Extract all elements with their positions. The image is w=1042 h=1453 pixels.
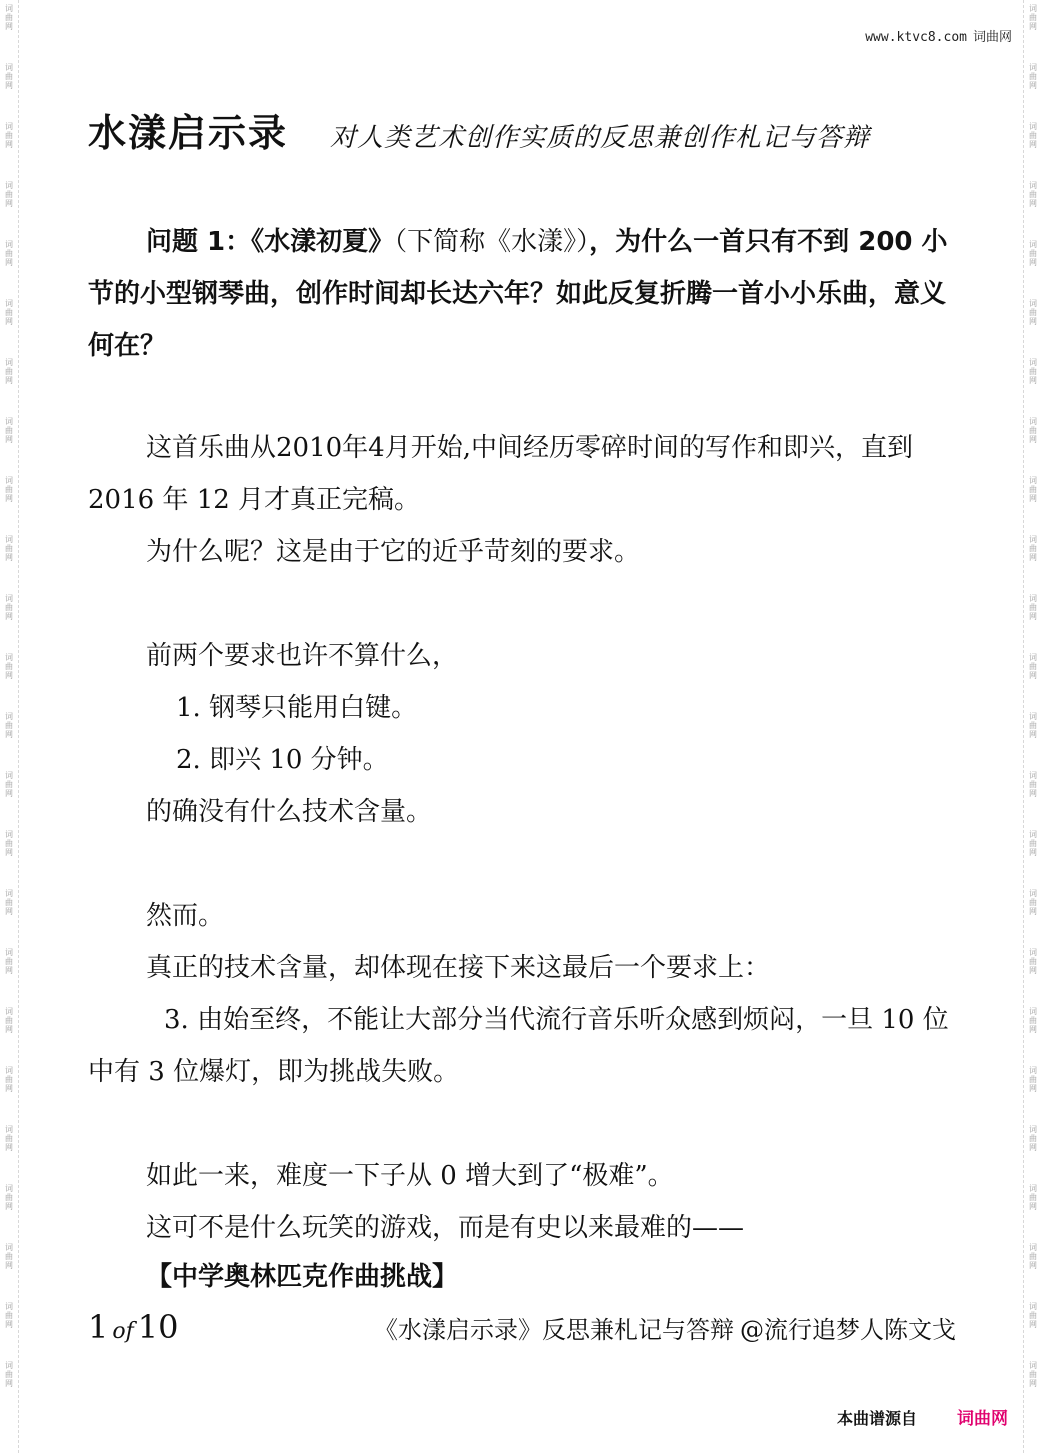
page-current: 1	[88, 1308, 109, 1346]
document-body	[88, 216, 968, 1300]
watermark-mark: 词曲网	[1029, 1125, 1037, 1152]
paragraph-1: 这首乐曲从2010年4月开始,中间经历零碎时间的写作和即兴，直到 2016 年 12 月才真正完稿。	[88, 433, 913, 515]
requirement-3: 3. 由始至终，不能让大部分当代流行音乐听众感到烦闷，一旦 10 位中有 3 位爆灯，即为挑战失败。	[88, 1005, 949, 1087]
left-watermark-strip	[0, 0, 19, 1453]
watermark-mark: 词曲网	[5, 1066, 13, 1093]
footer-doc-title: 《水漾启示录》反思兼札记与答辩	[374, 1316, 734, 1344]
paragraph-8: 这可不是什么玩笑的游戏，而是有史以来最难的——	[146, 1213, 745, 1243]
paragraph-4: 的确没有什么技术含量。	[146, 797, 433, 827]
watermark-mark: 词曲网	[1029, 476, 1037, 503]
watermark-mark: 词曲网	[1029, 240, 1037, 267]
watermark-mark: 词曲网	[1029, 181, 1037, 208]
watermark-mark: 词曲网	[5, 535, 13, 562]
paragraph-6: 真正的技术含量，却体现在接下来这最后一个要求上：	[146, 953, 771, 983]
watermark-mark: 词曲网	[1029, 1361, 1037, 1388]
spacer	[88, 372, 968, 422]
watermark-mark: 词曲网	[1029, 712, 1037, 739]
watermark-mark: 词曲网	[1029, 830, 1037, 857]
watermark-mark: 词曲网	[5, 4, 13, 31]
watermark-mark: 词曲网	[1029, 535, 1037, 562]
watermark-mark: 词曲网	[5, 240, 13, 267]
paragraph-2: 为什么呢？这是由于它的近乎苛刻的要求。	[146, 537, 641, 567]
document-subtitle: 对人类艺术创作实质的反思兼创作札记与答辩	[330, 123, 871, 153]
watermark-url	[865, 26, 1012, 45]
document-header	[88, 102, 962, 157]
spacer	[88, 838, 968, 890]
watermark-site-name: 词曲网	[972, 30, 1012, 45]
watermark-mark: 词曲网	[5, 771, 13, 798]
watermark-mark: 词曲网	[5, 299, 13, 326]
watermark-mark: 词曲网	[5, 1184, 13, 1211]
page-total: 10	[137, 1308, 179, 1346]
spacer	[88, 578, 968, 630]
watermark-mark: 词曲网	[1029, 299, 1037, 326]
question-label: 问题 1：《水漾初夏》	[146, 227, 395, 257]
source-credit	[837, 1404, 1008, 1429]
watermark-mark: 词曲网	[5, 594, 13, 621]
spacer	[88, 1098, 968, 1150]
watermark-mark: 词曲网	[1029, 948, 1037, 975]
watermark-mark: 词曲网	[1029, 417, 1037, 444]
watermark-mark: 词曲网	[1029, 4, 1037, 31]
page-of: of	[112, 1319, 134, 1344]
footer-author: @流行追梦人陈文戈	[740, 1316, 956, 1344]
watermark-mark: 词曲网	[5, 1302, 13, 1329]
question-1	[88, 216, 968, 372]
watermark-mark: 词曲网	[5, 476, 13, 503]
watermark-mark: 词曲网	[5, 417, 13, 444]
watermark-mark: 词曲网	[5, 122, 13, 149]
watermark-mark: 词曲网	[1029, 889, 1037, 916]
watermark-mark: 词曲网	[5, 1125, 13, 1152]
watermark-mark: 词曲网	[5, 830, 13, 857]
watermark-url-text: www.ktvc8.com	[865, 30, 967, 45]
paragraph-7: 如此一来，难度一下子从 0 增大到了“极难”。	[146, 1161, 674, 1191]
paragraph-5: 然而。	[146, 901, 225, 931]
watermark-mark: 词曲网	[1029, 594, 1037, 621]
watermark-mark: 词曲网	[1029, 1302, 1037, 1329]
watermark-mark: 词曲网	[1029, 1007, 1037, 1034]
watermark-mark: 词曲网	[1029, 358, 1037, 385]
page-number	[88, 1308, 178, 1346]
watermark-mark: 词曲网	[1029, 1243, 1037, 1270]
requirement-1: 1. 钢琴只能用白键。	[176, 693, 418, 723]
question-text: ，为什么一首只有不到 200 小节的小型钢琴曲，创作时间却长达六年？如此反复折腾一首小小乐曲，意义何在？	[88, 227, 948, 361]
watermark-mark: 词曲网	[1029, 63, 1037, 90]
watermark-mark: 词曲网	[1029, 1184, 1037, 1211]
paragraph-3: 前两个要求也许不算什么，	[146, 641, 459, 671]
watermark-mark: 词曲网	[5, 1361, 13, 1388]
source-brand: 词曲网	[957, 1409, 1008, 1429]
page-footer	[88, 1308, 956, 1346]
watermark-mark: 词曲网	[1029, 122, 1037, 149]
watermark-mark: 词曲网	[5, 889, 13, 916]
document-title: 水漾启示录	[88, 111, 289, 155]
requirement-2: 2. 即兴 10 分钟。	[176, 745, 389, 775]
footer-doc-info	[374, 1310, 956, 1345]
right-watermark-strip	[1023, 0, 1042, 1453]
watermark-mark: 词曲网	[5, 358, 13, 385]
watermark-mark: 词曲网	[5, 63, 13, 90]
watermark-mark: 词曲网	[5, 712, 13, 739]
watermark-mark: 词曲网	[5, 948, 13, 975]
watermark-mark: 词曲网	[1029, 653, 1037, 680]
watermark-mark: 词曲网	[1029, 1066, 1037, 1093]
challenge-heading: 【中学奥林匹克作曲挑战】	[146, 1262, 459, 1292]
watermark-mark: 词曲网	[5, 1007, 13, 1034]
question-note: （下简称《水漾》）	[394, 227, 590, 257]
watermark-mark: 词曲网	[5, 653, 13, 680]
source-label: 本曲谱源自	[836, 1409, 917, 1428]
watermark-mark: 词曲网	[1029, 771, 1037, 798]
watermark-mark: 词曲网	[5, 181, 13, 208]
watermark-mark: 词曲网	[5, 1243, 13, 1270]
